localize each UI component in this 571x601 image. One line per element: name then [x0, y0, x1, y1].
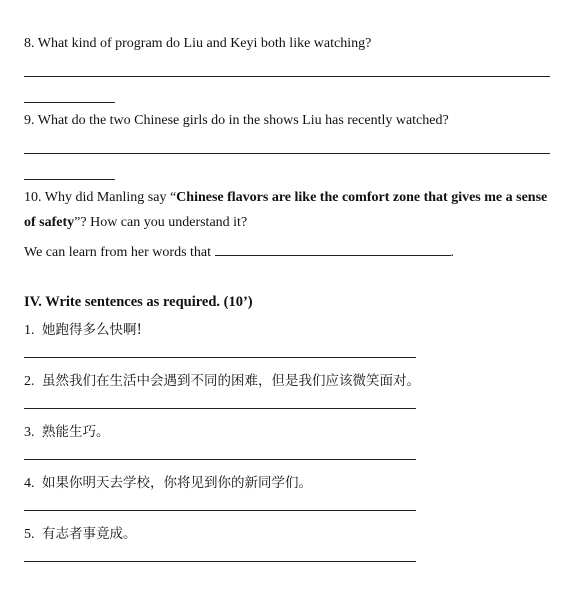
sentence-item-text: 熟能生巧。: [42, 424, 110, 440]
sentence-item-text: 虽然我们在生活中会遇到不同的困难，但是我们应该微笑面对。: [42, 373, 420, 389]
sentence-item-5: [24, 522, 137, 543]
answer-line-sentence-1[interactable]: [24, 357, 416, 358]
sentence-item-number: 4.: [24, 476, 35, 491]
answer-line-sentence-5[interactable]: [24, 561, 416, 562]
answer-line-q8-short[interactable]: [24, 102, 115, 103]
question-10-line-2: [24, 215, 247, 231]
question-10-suffix: ”? How can you understand it?: [74, 215, 248, 230]
question-10-quote-part1: Chinese flavors are like the comfort zone that gives me a sense: [176, 190, 548, 205]
sentence-item-1: [24, 318, 142, 339]
sentence-item-4: [24, 471, 312, 492]
answer-blank-q10[interactable]: [215, 241, 451, 256]
sentence-item-number: 1.: [24, 323, 35, 338]
sentence-item-number: 2.: [24, 374, 35, 389]
question-8: 8. What kind of program do Liu and Keyi both like watching?: [24, 36, 372, 51]
question-10-prompt: We can learn from her words that: [24, 245, 212, 260]
question-10-line-1: [24, 190, 547, 206]
question-10-quote-part2: of safety: [24, 215, 75, 230]
answer-line-q9-short[interactable]: [24, 179, 115, 180]
question-10-end-period: .: [450, 245, 455, 260]
answer-line-sentence-2[interactable]: [24, 408, 416, 409]
sentence-item-number: 3.: [24, 425, 35, 440]
sentence-item-text: 如果你明天去学校，你将见到你的新同学们。: [42, 475, 312, 491]
question-10-prefix: 10. Why did Manling say “: [24, 190, 177, 205]
sentence-item-text: 她跑得多么快啊!: [42, 322, 142, 338]
sentence-item-2: [24, 369, 420, 390]
answer-line-q9-long[interactable]: [24, 153, 550, 154]
question-9: 9. What do the two Chinese girls do in the shows Liu has recently watched?: [24, 113, 449, 128]
sentence-item-number: 5.: [24, 527, 35, 542]
sentence-item-3: [24, 420, 110, 441]
answer-line-q8-long[interactable]: [24, 76, 550, 77]
question-10-prompt-line: [24, 241, 454, 261]
answer-line-sentence-4[interactable]: [24, 510, 416, 511]
answer-line-sentence-3[interactable]: [24, 459, 416, 460]
sentence-item-text: 有志者事竟成。: [42, 526, 137, 542]
section-4-heading: IV. Write sentences as required. (10’): [24, 294, 253, 310]
